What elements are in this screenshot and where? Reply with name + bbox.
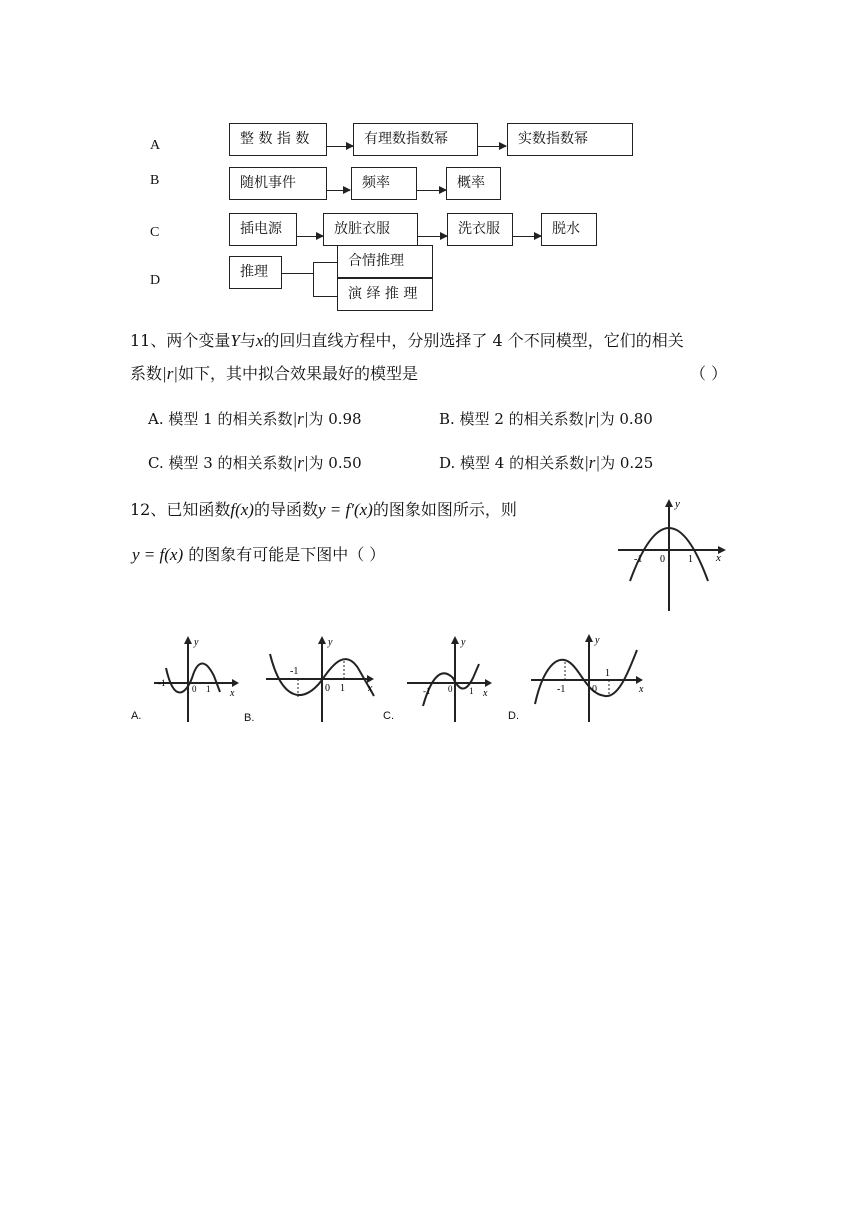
graph-a-y-label: y <box>194 637 199 648</box>
graph-d-origin: 0 <box>592 684 597 695</box>
derivative-one: 1 <box>688 554 693 565</box>
connector-d-h1 <box>282 273 314 274</box>
graph-d <box>527 630 652 724</box>
q11-choice-a-pre: A. 模型 1 的相关系数 <box>148 410 293 428</box>
q11-var-y: Y <box>230 331 240 350</box>
connector-d-h2 <box>313 262 338 263</box>
box-c-2: 放脏衣服 <box>323 213 418 246</box>
graph-b-x-label: x <box>368 683 373 694</box>
graph-b-y-label: y <box>328 637 333 648</box>
graph-c-x-label: x <box>483 688 488 699</box>
graph-b-one: 1 <box>340 683 345 694</box>
arrow-c-2 <box>418 236 447 237</box>
graph-d-curve <box>535 650 637 704</box>
box-d-root: 推理 <box>229 256 282 289</box>
derivative-neg-one: -1 <box>634 554 643 565</box>
graph-a-one: 1 <box>206 684 211 694</box>
graph-a-origin: 0 <box>192 684 197 694</box>
box-d-branch-1: 合情推理 <box>337 245 433 278</box>
graph-a-y-arrow <box>184 636 192 644</box>
graph-b-neg-one: -1 <box>290 666 299 677</box>
q11-choice-b-pre: B. 模型 2 的相关系数 <box>439 410 584 428</box>
q11-answer-paren: （ ） <box>690 364 728 383</box>
q11-choice-c <box>148 453 362 473</box>
box-c-4: 脱水 <box>541 213 597 246</box>
option-a-label: A <box>150 138 161 153</box>
q12-line2-post: 的图象有可能是下图中（ ） <box>188 545 386 564</box>
box-a-2: 有理数指数幂 <box>353 123 478 156</box>
q12-line1-post: 的图象如图所示，则 <box>372 500 517 519</box>
q12-fx: f(x) <box>230 500 254 519</box>
box-b-1: 随机事件 <box>229 167 327 200</box>
q11-choice-b-post: 为 0.80 <box>599 410 653 428</box>
q11-choice-c-r: |r| <box>292 453 309 472</box>
box-b-3: 概率 <box>446 167 501 200</box>
graph-d-neg-one: -1 <box>557 684 566 695</box>
q11-var-x: x <box>255 331 264 350</box>
connector-d-h3 <box>313 296 338 297</box>
graph-d-one: 1 <box>605 668 610 679</box>
q11-line2-post: 如下，其中拟合效果最好的模型是 <box>177 364 418 383</box>
graph-c-y-arrow <box>451 636 459 644</box>
graph-d-x-label: x <box>639 684 644 695</box>
derivative-origin: 0 <box>660 554 665 565</box>
box-c-1: 插电源 <box>229 213 297 246</box>
option-b-label: B <box>150 173 160 188</box>
q11-choice-d <box>439 453 653 473</box>
q11-choice-c-pre: C. 模型 3 的相关系数 <box>148 454 293 472</box>
graph-b-x-arrow <box>367 675 374 683</box>
arrow-b-2 <box>417 190 446 191</box>
arrow-c-1 <box>297 236 323 237</box>
q11-choice-d-r: |r| <box>584 453 601 472</box>
graph-d-caption: D. <box>508 710 519 722</box>
graph-a-x-arrow <box>232 679 239 687</box>
q12-derivative: y = f′(x) <box>317 500 373 519</box>
graph-c-x-arrow <box>485 679 492 687</box>
q11-choice-b-r: |r| <box>583 409 600 428</box>
q11-r-symbol: |r| <box>162 364 178 383</box>
option-d-label: D <box>150 273 161 288</box>
graph-b-caption: B. <box>244 712 255 724</box>
graph-c-y-label: y <box>461 637 466 648</box>
box-a-3: 实数指数幂 <box>507 123 633 156</box>
box-b-2: 频率 <box>351 167 417 200</box>
q11-choice-b <box>439 409 653 429</box>
graph-c-neg-one: -1 <box>423 686 431 696</box>
q12-line1-mid: 的导函数 <box>253 500 318 519</box>
arrow-c-3 <box>513 236 541 237</box>
graph-d-y-arrow <box>585 634 593 642</box>
graph-c-caption: C. <box>383 710 394 722</box>
q12-line1-pre: 12、已知函数 <box>130 500 231 519</box>
q11-line1-mid: 与 <box>239 331 256 350</box>
q11-line2-pre: 系数 <box>130 364 163 383</box>
graph-b <box>262 632 382 724</box>
q11-choice-c-post: 为 0.50 <box>308 454 362 472</box>
connector-d-v <box>313 262 314 296</box>
graph-c <box>403 632 498 724</box>
q12-line-1 <box>130 500 517 520</box>
arrow-a-1 <box>327 146 353 147</box>
q11-line1-pre: 11、两个变量 <box>130 331 231 350</box>
option-c-label: C <box>150 225 160 240</box>
q11-choice-a-r: |r| <box>292 409 309 428</box>
q12-line2-fx: y = f(x) <box>132 545 184 564</box>
graph-a <box>150 632 245 724</box>
graph-d-y-label: y <box>595 635 600 646</box>
box-c-3: 洗衣服 <box>447 213 513 246</box>
graph-b-y-arrow <box>318 636 326 644</box>
graph-c-one: 1 <box>469 686 474 696</box>
q11-line1-post: 的回归直线方程中，分别选择了 4 个不同模型，它们的相关 <box>263 331 684 350</box>
graph-d-x-arrow <box>636 676 643 684</box>
box-a-1: 整 数 指 数 <box>229 123 327 156</box>
derivative-graph <box>612 495 732 613</box>
derivative-y-label: y <box>675 498 680 510</box>
graph-a-caption: A. <box>131 710 142 722</box>
arrow-a-2 <box>478 146 506 147</box>
derivative-y-arrow <box>665 499 673 507</box>
q11-line-1 <box>130 331 684 351</box>
graph-a-x-label: x <box>230 688 235 699</box>
arrow-b-1 <box>327 190 350 191</box>
q11-choice-d-post: 为 0.25 <box>600 454 654 472</box>
derivative-x-label: x <box>716 552 721 564</box>
graph-a-neg-one: -1 <box>158 678 166 688</box>
q11-choice-d-pre: D. 模型 4 的相关系数 <box>439 454 585 472</box>
graph-b-origin: 0 <box>325 683 330 694</box>
q12-line-2 <box>132 545 385 565</box>
q11-line-2 <box>130 364 418 384</box>
box-d-branch-2: 演 绎 推 理 <box>337 278 433 311</box>
q11-choice-a <box>148 409 362 429</box>
q11-choice-a-post: 为 0.98 <box>308 410 362 428</box>
graph-c-origin: 0 <box>448 684 453 694</box>
